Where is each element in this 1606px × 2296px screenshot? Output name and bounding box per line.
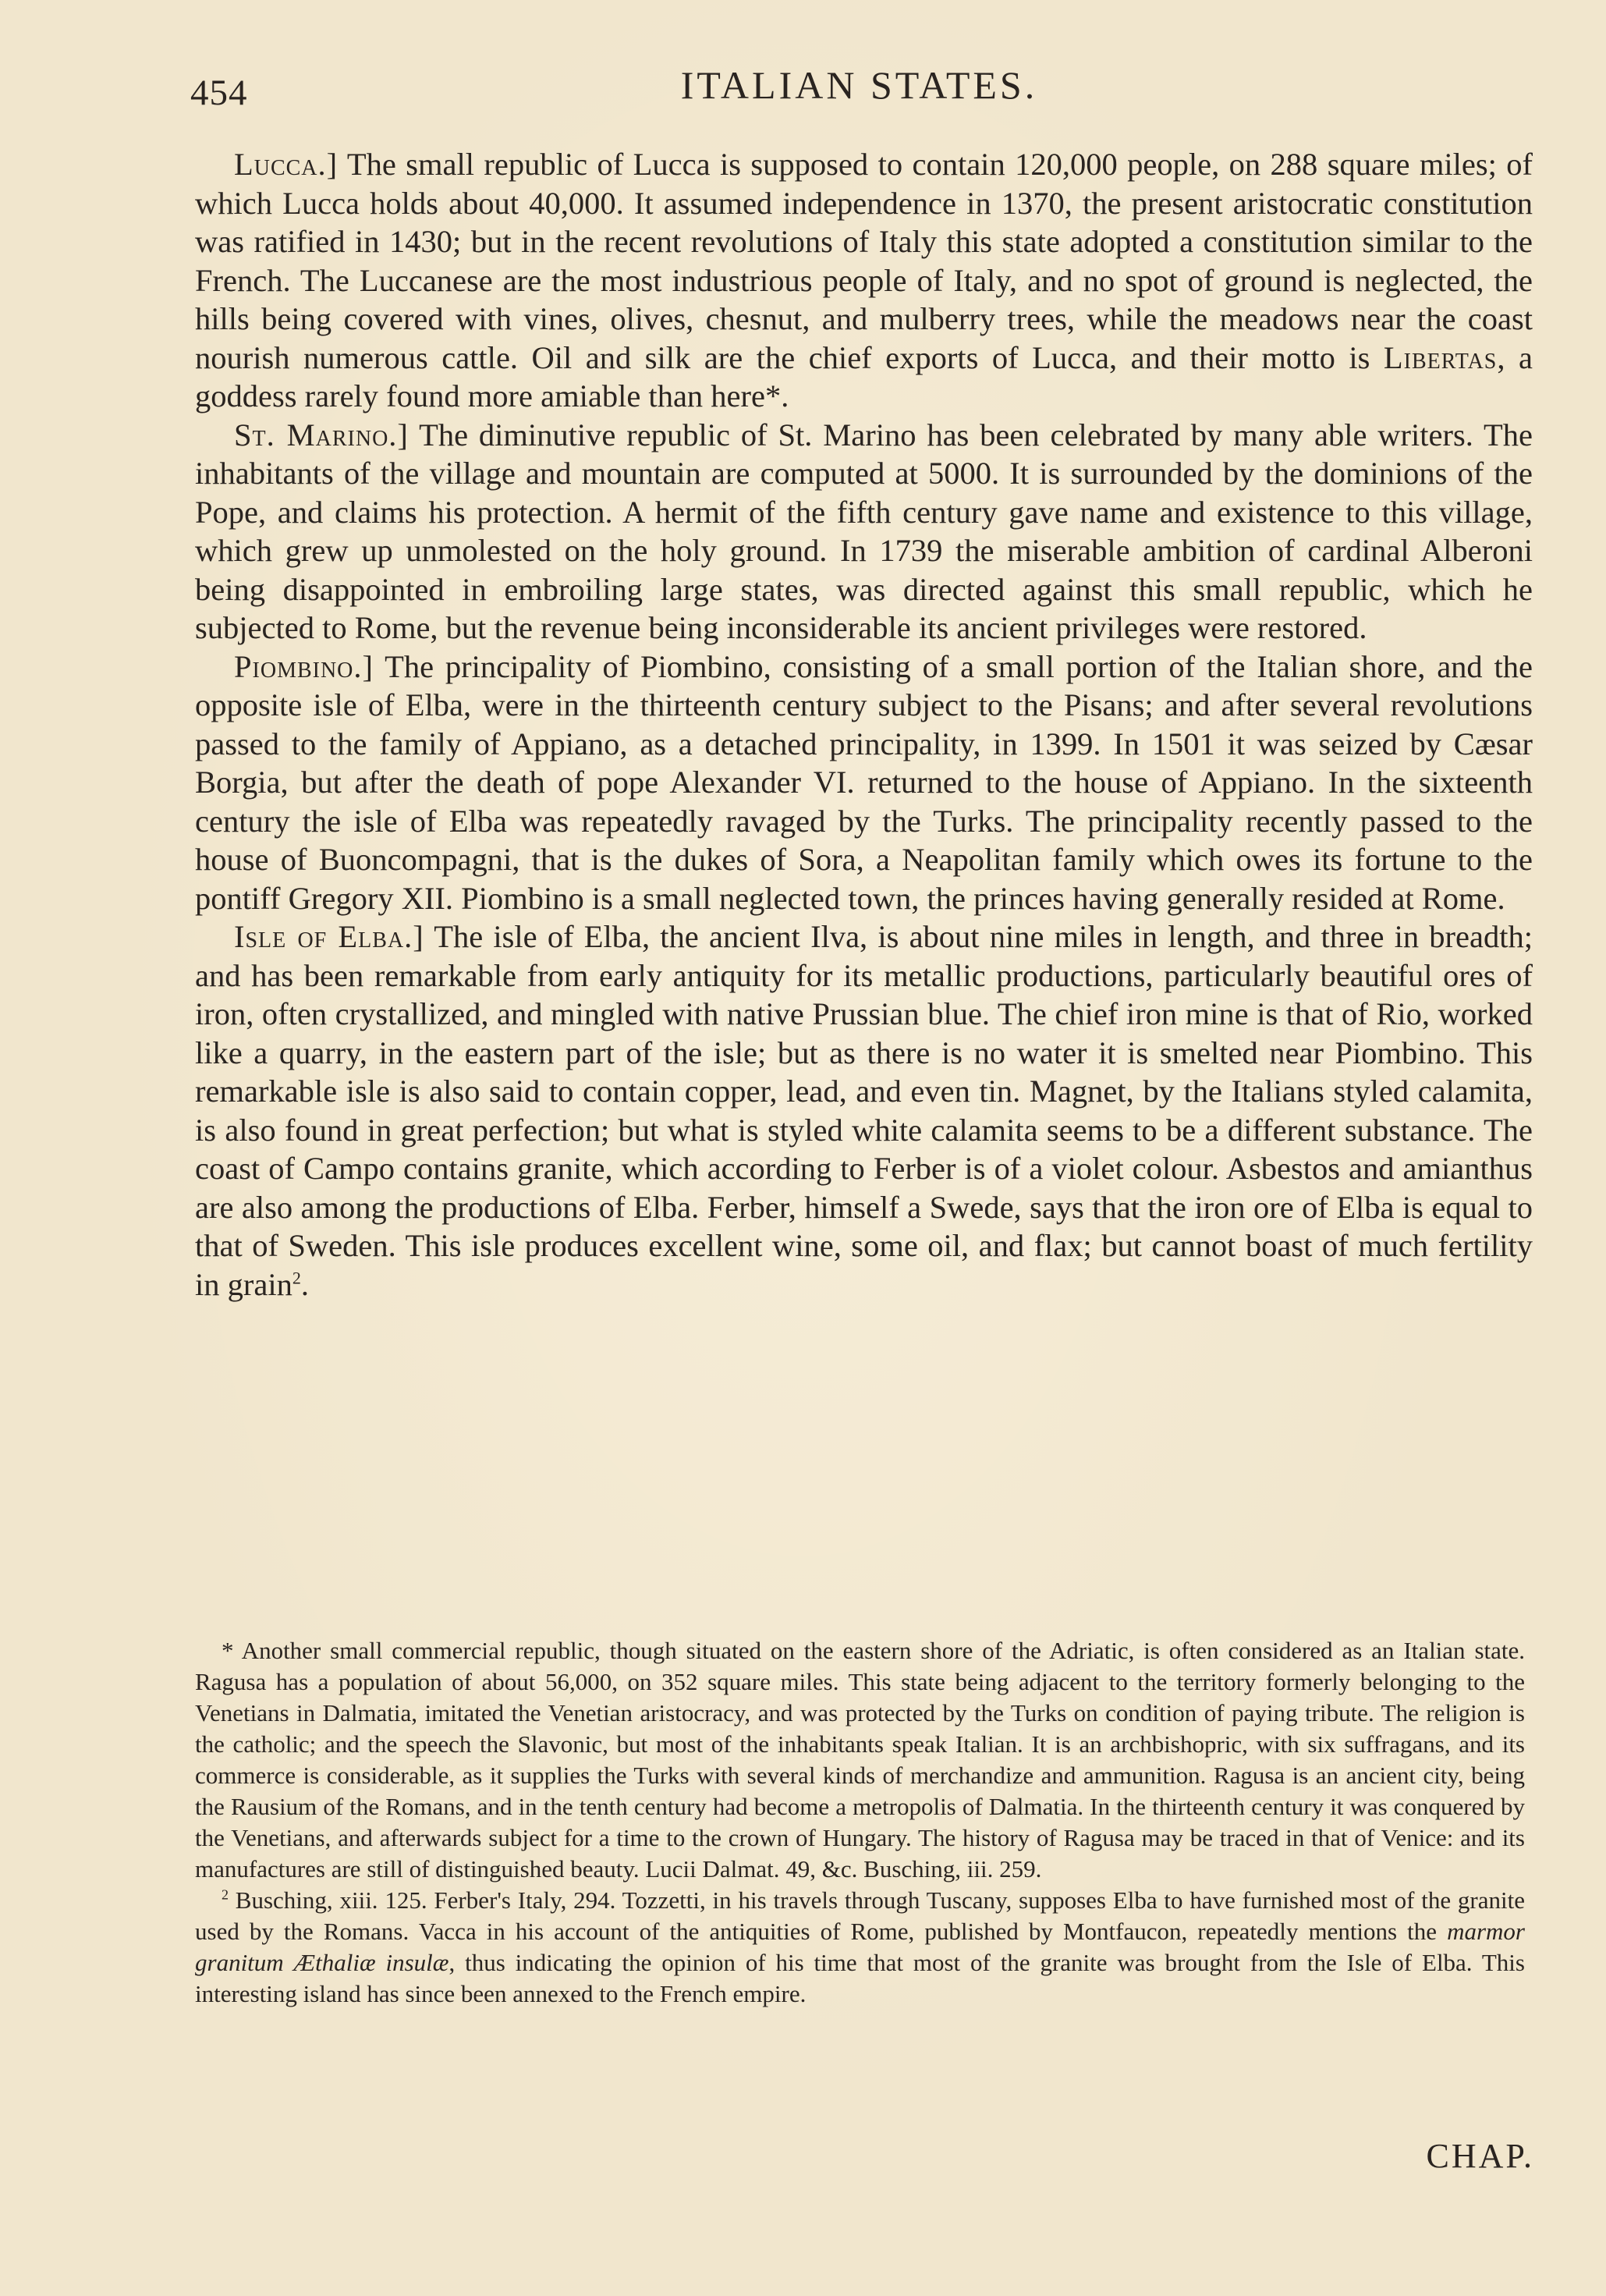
paragraph-isle-of-elba [195, 917, 1533, 1304]
footnote-ragusa [195, 1635, 1525, 1885]
paragraph-piombino [195, 648, 1533, 918]
section-heading: Piombino.] [234, 648, 374, 684]
footnote-elba [195, 1885, 1525, 2010]
catchword: CHAP. [1426, 2137, 1534, 2175]
motto: Libertas [1383, 339, 1498, 375]
footnotes [195, 1635, 1525, 2010]
paragraph-lucca [195, 145, 1533, 416]
paragraph-text-end: , a goddess rarely found more amiable than here*. [195, 339, 1533, 413]
section-heading: St. Marino.] [234, 417, 409, 452]
footnote-text: * Another small commercial republic, though situated on the eastern shore of the Adriatic, is often considered as an Italian state. Ragusa has a population of about 56,000, on 352 square miles. This state being adjacent to the territory formerly belonging to the Venetians in Dalmatia, imitated the Venetian aristocracy, and was protected by the Turks on condition of paying tribute. The religion is the catholic; and the speech the Slavonic, but most of the inhabitants speak Italian. It is an archbishopric, with six suffragans, and its commerce is considerable, as it supplies the Turks with several kinds of merchandize and ammunition. Ragusa is an ancient city, being the Rausium of the Romans, and in the tenth century had become a metropolis of Dalmatia. In the thirteenth century it was conquered by the Venetians, and afterwards subject for a time to the crown of Hungary. The history of Ragusa may be traced in that of Venice: and its manufactures are still of distinguished beauty. Lucii Dalmat. 49, &c. Busching, iii. 259. [195, 1637, 1525, 1883]
paragraph-text: The diminutive republic of St. Marino has been celebrated by many able writers. The inhabitants of the village and mountain are computed at 5000. It is surrounded by the dominions of the Pope, and claims his protection. A hermit of the fifth century gave name and existence to this village, which grew up unmolested on the holy ground. In 1739 the miserable ambition of cardinal Alberoni being disappointed in embroiling large states, was directed against this small republic, which he subjected to Rome, but the revenue being inconsiderable its ancient privileges were restored. [195, 417, 1533, 645]
footnote-text-end: , thus indicating the opinion of his time that most of the granite was brought from the Isle of Elba. This interesting island has since been annexed to the French empire. [195, 1949, 1525, 2007]
running-head: ITALIAN STATES. [680, 63, 1038, 107]
footnote-reference: 2 [292, 1268, 301, 1287]
section-heading: Lucca.] [234, 147, 339, 182]
latin-phrase: marmor granitum Æthaliæ insulæ [195, 1918, 1525, 1976]
paragraph-text: The small republic of Lucca is supposed to contain 120,000 people, on 288 square miles; of which Lucca holds about 40,000. It assumed independence in 1370, the present aristocratic constitution was ratified in 1430; but in the recent revolutions of Italy this state adopted a constitution similar to the French. The Luccanese are the most industrious people of Italy, and no spot of ground is neglected, the hills being covered with vines, olives, chesnut, and mulberry trees, while the meadows near the coast nourish numerous cattle. Oil and silk are the chief exports of Lucca, and their motto is [195, 147, 1533, 375]
page-number: 454 [190, 73, 248, 113]
page-header [190, 62, 1528, 117]
footnote-mark: 2 [222, 1886, 229, 1903]
paragraph-text: The principality of Piombino, consisting of a small portion of the Italian shore, and the opposite isle of Elba, were in the thirteenth century subject to the Pisans; and after several revolutions passed to the family of Appiano, as a detached principality, in 1399. In 1501 it was seized by Cæsar Borgia, but after the death of pope Alexander VI. returned to the house of Appiano. In the sixteenth century the isle of Elba was repeatedly ravaged by the Turks. The principality recently passed to the house of Buoncompagni, that is the dukes of Sora, a Neapolitan family which owes its fortune to the pontiff Gregory XII. Piombino is a small neglected town, the princes having generally resided at Rome. [195, 648, 1533, 916]
footnote-text: Busching, xiii. 125. Ferber's Italy, 294. Tozzetti, in his travels through Tuscany, supposes Elba to have furnished most of the granite used by the Romans. Vacca in his account of the antiquities of Rome, published by Montfaucon, repeatedly mentions the [195, 1886, 1525, 1945]
paragraph-st-marino [195, 416, 1533, 648]
section-heading: Isle of Elba.] [234, 919, 424, 954]
body-text [195, 145, 1533, 1304]
paragraph-text: The isle of Elba, the ancient Ilva, is about nine miles in length, and three in breadth; and has been remarkable from early antiquity for its metallic productions, particularly beautiful ores of iron, often crystallized, and mingled with native Prussian blue. The chief iron mine is that of Rio, worked like a quarry, in the eastern part of the isle; but as there is no water it is smelted near Piombino. This remarkable isle is also said to contain copper, lead, and even tin. Magnet, by the Italians styled calamita, is also found in great perfection; but what is styled white calamita seems to be a different substance. The coast of Campo contains granite, which according to Ferber is of a violet colour. Asbestos and amianthus are also among the productions of Elba. Ferber, himself a Swede, says that the iron ore of Elba is equal to that of Sweden. This isle produces excellent wine, some oil, and flax; but cannot boast of much fertility in grain [195, 919, 1533, 1302]
paragraph-text-end: . [300, 1266, 309, 1302]
